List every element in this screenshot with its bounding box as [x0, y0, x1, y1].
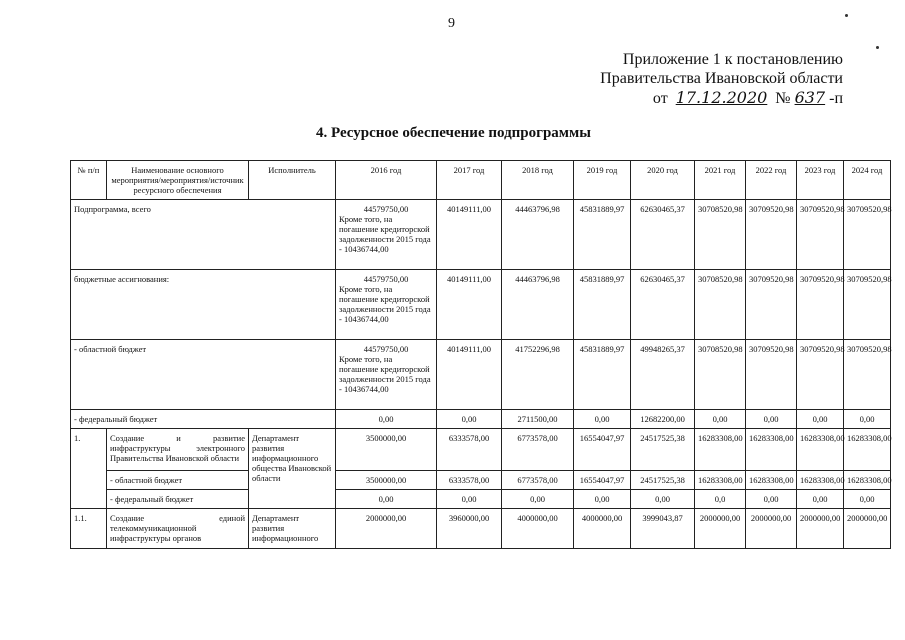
cell-2022: 0,00 — [746, 410, 797, 429]
cell-2017: 40149111,00 — [437, 270, 502, 340]
cell-2023: 30709520,98 — [797, 200, 844, 270]
cell-2021: 16283308,00 — [695, 471, 746, 490]
row-label: Подпрограмма, всего — [71, 200, 336, 270]
cell-2023: 30709520,98 — [797, 270, 844, 340]
table-row — [71, 340, 891, 410]
handwritten-date: 17.12.2020 — [675, 88, 768, 107]
cell-2021: 2000000,00 — [695, 509, 746, 549]
cell-2023: 30709520,98 — [797, 340, 844, 410]
cell-2021: 30708520,98 — [695, 200, 746, 270]
cell-2023: 0,00 — [797, 490, 844, 509]
cell-2024: 30709520,98 — [844, 200, 891, 270]
table-row — [71, 509, 891, 549]
cell-2016: 0,00 — [336, 490, 437, 509]
row-number: 1.1. — [71, 509, 107, 549]
cell-2024: 30709520,98 — [844, 270, 891, 340]
cell-2020: 62630465,37 — [631, 200, 695, 270]
table-row — [71, 270, 891, 340]
table-row — [71, 471, 891, 490]
cell-value: 44579750,00 — [363, 274, 409, 284]
col-2022: 2022 год — [746, 161, 797, 200]
measure-name: Создание единой телекоммуникационной инфраструктуры органов — [107, 509, 249, 549]
handwritten-number: 637 — [794, 88, 826, 107]
col-num: № п/п — [71, 161, 107, 200]
cell-2019: 0,00 — [574, 410, 631, 429]
scan-speck — [876, 46, 879, 49]
cell-2016: 3500000,00 — [336, 471, 437, 490]
table-header-row — [71, 161, 891, 200]
cell-2019: 45831889,97 — [574, 340, 631, 410]
col-2021: 2021 год — [695, 161, 746, 200]
table-row — [71, 429, 891, 471]
cell-2024: 0,00 — [844, 490, 891, 509]
cell-2020: 3999043,87 — [631, 509, 695, 549]
cell-2019: 16554047,97 — [574, 471, 631, 490]
col-2018: 2018 год — [502, 161, 574, 200]
cell-2020: 49948265,37 — [631, 340, 695, 410]
appendix-line-1: Приложение 1 к постановлению — [622, 51, 843, 68]
debt-note: Кроме того, на погашение кредиторской задолженности 2015 года - 10436744,00 — [339, 284, 431, 324]
cell-2018: 6773578,00 — [502, 429, 574, 471]
table-row — [71, 200, 891, 270]
cell-2024: 16283308,00 — [844, 471, 891, 490]
cell-2016-with-note — [336, 200, 437, 270]
date-prefix: от — [652, 90, 668, 107]
col-2020: 2020 год — [631, 161, 695, 200]
cell-2017: 40149111,00 — [437, 200, 502, 270]
row-label: бюджетные ассигнования: — [71, 270, 336, 340]
cell-2022: 16283308,00 — [746, 471, 797, 490]
row-label: - областной бюджет — [71, 340, 336, 410]
col-2019: 2019 год — [574, 161, 631, 200]
col-2017: 2017 год — [437, 161, 502, 200]
col-2016: 2016 год — [336, 161, 437, 200]
cell-2018: 0,00 — [502, 490, 574, 509]
cell-2020: 24517525,38 — [631, 471, 695, 490]
executor: Департамент развития информационного общества Ивановской области — [249, 429, 336, 509]
cell-2019: 0,00 — [574, 490, 631, 509]
cell-2017: 6333578,00 — [437, 471, 502, 490]
cell-2024: 30709520,98 — [844, 340, 891, 410]
cell-2022: 30709520,98 — [746, 200, 797, 270]
cell-2023: 16283308,00 — [797, 429, 844, 471]
col-2024: 2024 год — [844, 161, 891, 200]
cell-value: 44579750,00 — [363, 344, 409, 354]
cell-2017: 6333578,00 — [437, 429, 502, 471]
cell-2016: 2000000,00 — [336, 509, 437, 549]
scan-speck — [845, 14, 848, 17]
section-title: 4. Ресурсное обеспечение подпрограммы — [316, 125, 591, 141]
appendix-header — [600, 50, 843, 108]
cell-2017: 3960000,00 — [437, 509, 502, 549]
cell-2018: 44463796,98 — [502, 270, 574, 340]
cell-2023: 2000000,00 — [797, 509, 844, 549]
cell-2022: 16283308,00 — [746, 429, 797, 471]
number-prefix: № — [775, 90, 791, 107]
cell-2023: 16283308,00 — [797, 471, 844, 490]
cell-2020: 0,00 — [631, 490, 695, 509]
cell-2017: 40149111,00 — [437, 340, 502, 410]
cell-2019: 16554047,97 — [574, 429, 631, 471]
cell-2019: 45831889,97 — [574, 200, 631, 270]
cell-2018: 41752296,98 — [502, 340, 574, 410]
cell-2021: 30708520,98 — [695, 340, 746, 410]
table-row — [71, 410, 891, 429]
appendix-number-line — [600, 88, 843, 108]
cell-2021: 30708520,98 — [695, 270, 746, 340]
resource-table — [70, 160, 891, 549]
cell-2018: 44463796,98 — [502, 200, 574, 270]
col-2023: 2023 год — [797, 161, 844, 200]
debt-note: Кроме того, на погашение кредиторской задолженности 2015 года - 10436744,00 — [339, 214, 431, 254]
table-row — [71, 490, 891, 509]
row-label: - федеральный бюджет — [107, 490, 249, 509]
col-name: Наименование основного мероприятия/мероприятия/источник ресурсного обеспечения — [107, 161, 249, 200]
col-executor: Исполнитель — [249, 161, 336, 200]
cell-2024: 2000000,00 — [844, 509, 891, 549]
cell-2019: 45831889,97 — [574, 270, 631, 340]
cell-2016-with-note — [336, 270, 437, 340]
debt-note: Кроме того, на погашение кредиторской задолженности 2015 года - 10436744,00 — [339, 354, 431, 394]
page-number: 9 — [448, 16, 455, 31]
cell-2016: 3500000,00 — [336, 429, 437, 471]
measure-name: Создание и развитие инфраструктуры электронного Правительства Ивановской области — [107, 429, 249, 471]
cell-2018: 2711500,00 — [502, 410, 574, 429]
number-suffix: -п — [829, 90, 843, 107]
cell-2017: 0,00 — [437, 490, 502, 509]
cell-2022: 0,00 — [746, 490, 797, 509]
cell-2016-with-note — [336, 340, 437, 410]
cell-2021: 0,00 — [695, 410, 746, 429]
appendix-line-2: Правительства Ивановской области — [600, 70, 843, 87]
cell-2024: 0,00 — [844, 410, 891, 429]
row-label: - федеральный бюджет — [71, 410, 336, 429]
cell-2024: 16283308,00 — [844, 429, 891, 471]
cell-2022: 30709520,98 — [746, 340, 797, 410]
cell-2017: 0,00 — [437, 410, 502, 429]
cell-2022: 2000000,00 — [746, 509, 797, 549]
cell-2023: 0,00 — [797, 410, 844, 429]
cell-2020: 62630465,37 — [631, 270, 695, 340]
cell-2016: 0,00 — [336, 410, 437, 429]
cell-2019: 4000000,00 — [574, 509, 631, 549]
cell-2018: 4000000,00 — [502, 509, 574, 549]
row-number: 1. — [71, 429, 107, 509]
cell-2020: 24517525,38 — [631, 429, 695, 471]
executor: Департамент развития информационного — [249, 509, 336, 549]
cell-2021: 16283308,00 — [695, 429, 746, 471]
cell-2018: 6773578,00 — [502, 471, 574, 490]
row-label: - областной бюджет — [107, 471, 249, 490]
cell-2022: 30709520,98 — [746, 270, 797, 340]
cell-2020: 12682200,00 — [631, 410, 695, 429]
cell-value: 44579750,00 — [363, 204, 409, 214]
cell-2021: 0,0 — [695, 490, 746, 509]
